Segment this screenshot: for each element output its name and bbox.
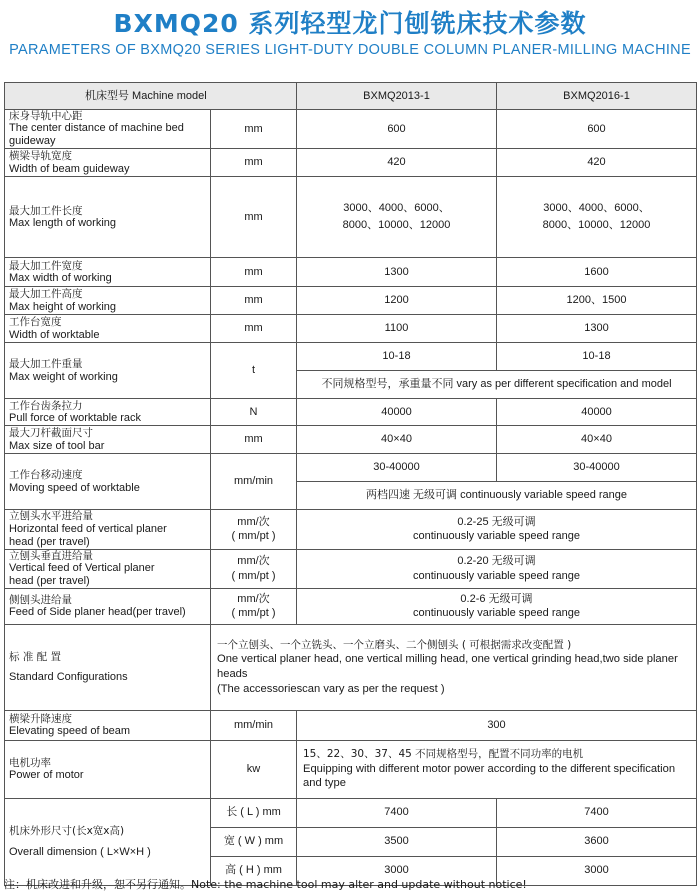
value-cell: 1100 — [297, 315, 497, 343]
table-header-row — [5, 83, 697, 110]
label-en: Feed of Side planer head(per travel) — [9, 606, 186, 619]
label-en: Vertical feed of Vertical planer — [9, 562, 155, 574]
unit-cell: mm — [211, 287, 297, 315]
value-line: 0.2-20 无级可调 — [457, 554, 536, 567]
value-cell: 40×40 — [497, 426, 697, 454]
row-label — [5, 399, 211, 426]
note-cell: 两档四速 无级可调 continuously variable speed range — [297, 482, 697, 510]
label-cn: 最大刀杆截面尺寸 — [9, 427, 93, 440]
value-cell: 3000 — [497, 856, 697, 885]
label-cn: 最大加工件重量 — [9, 358, 83, 371]
value-cell: 1600 — [497, 258, 697, 287]
value-cell: 3500 — [297, 827, 497, 856]
value-cell: 600 — [497, 110, 697, 149]
row-label — [5, 258, 211, 287]
value-cell: 3600 — [497, 827, 697, 856]
value-line: continuously variable speed range — [413, 569, 580, 582]
value-line: continuously variable speed range — [413, 607, 580, 620]
value-line: and type — [303, 777, 346, 790]
row-label — [5, 454, 211, 510]
unit-cell: 长 ( L ) mm — [211, 798, 297, 827]
label-cn: 横梁升降速度 — [9, 712, 72, 725]
label-en: Elevating speed of beam — [9, 725, 131, 738]
row-label — [5, 110, 211, 149]
value-cell: 1200、1500 — [497, 287, 697, 315]
label-en: Horizontal feed of vertical planer — [9, 522, 167, 535]
unit-line: ( mm/pt ) — [231, 530, 276, 543]
table-row — [5, 510, 697, 549]
label-en: Max size of tool bar — [9, 439, 105, 452]
config-line: 一个立刨头、一个立铣头、一个立磨头、二个侧刨头 ( 可根据需求改变配置 ) — [217, 638, 572, 651]
unit-cell — [211, 510, 297, 549]
value-cell: 3000 — [297, 856, 497, 885]
label-cn: 侧刨头进给量 — [9, 593, 72, 606]
label-en: Moving speed of worktable — [9, 481, 140, 494]
unit-line: mm/次 — [237, 592, 270, 605]
value-line: 3000、4000、6000、 — [343, 201, 450, 214]
label-cn: 床身导轨中心距 — [9, 110, 83, 122]
row-label — [5, 549, 211, 588]
value-cell: 40000 — [297, 399, 497, 426]
label-cn: 工作台齿条拉力 — [9, 399, 83, 412]
value-cell: 1300 — [497, 315, 697, 343]
value-line: continuously variable speed range — [413, 530, 580, 543]
row-label — [5, 426, 211, 454]
label-cn: 标 准 配 置 — [9, 650, 62, 663]
table-row — [5, 740, 697, 798]
value-cell — [297, 549, 697, 588]
label-en: Width of worktable — [9, 328, 100, 341]
label-en: Max weight of working — [9, 370, 118, 383]
unit-cell — [211, 588, 297, 624]
value-cell: 30-40000 — [297, 454, 497, 482]
unit-cell: mm/min — [211, 710, 297, 740]
label-cn: 电机功率 — [9, 756, 51, 769]
table-row — [5, 426, 697, 454]
row-label — [5, 588, 211, 624]
value-cell — [297, 588, 697, 624]
value-cell: 40000 — [497, 399, 697, 426]
row-label — [5, 343, 211, 399]
label-en: Width of beam guideway — [9, 162, 130, 175]
unit-cell: N — [211, 399, 297, 426]
unit-cell: mm — [211, 177, 297, 258]
value-cell — [297, 177, 497, 258]
label-en: head (per travel) — [9, 574, 90, 587]
value-line: Equipping with different motor power according to the different specification — [303, 762, 676, 775]
value-cell — [497, 177, 697, 258]
value-line: 0.2-6 无级可调 — [460, 592, 533, 605]
label-en: Overall dimension ( L×W×H ) — [9, 845, 151, 858]
value-cell: 420 — [297, 149, 497, 177]
table-row — [5, 258, 697, 287]
row-label — [5, 740, 211, 798]
page-subtitle: PARAMETERS OF BXMQ20 SERIES LIGHT-DUTY DOUBLE COLUMN PLANER-MILLING MACHINE — [9, 42, 691, 58]
label-en: Pull force of worktable rack — [9, 412, 142, 425]
unit-cell: kw — [211, 740, 297, 798]
value-cell: 10-18 — [497, 343, 697, 371]
label-cn: 工作台宽度 — [9, 316, 62, 329]
config-line: One vertical planer head, one vertical milling head, one vertical grinding head,two side planer heads — [217, 653, 678, 680]
label-cn: 横梁导轨宽度 — [9, 150, 72, 163]
value-cell: 7400 — [297, 798, 497, 827]
value-cell: 600 — [297, 110, 497, 149]
value-cell — [297, 510, 697, 549]
table-row — [5, 110, 697, 149]
label-cn: 立刨头水平进给量 — [9, 510, 93, 523]
unit-line: ( mm/pt ) — [231, 569, 276, 582]
row-label — [5, 177, 211, 258]
row-label — [5, 510, 211, 549]
table-row — [5, 177, 697, 258]
value-line: 0.2-25 无级可调 — [457, 515, 536, 528]
config-line: (The accessoriescan vary as per the request ) — [217, 682, 445, 695]
row-label — [5, 315, 211, 343]
table-row — [5, 624, 697, 710]
unit-cell: mm — [211, 110, 297, 149]
value-cell: 10-18 — [297, 343, 497, 371]
unit-cell: 宽 ( W ) mm — [211, 827, 297, 856]
value-line: 8000、10000、12000 — [342, 219, 451, 232]
config-cell — [211, 624, 697, 710]
header-machine-model: 机床型号 Machine model — [5, 83, 297, 110]
label-en: Max length of working — [9, 217, 116, 230]
label-cn: 工作台移动速度 — [9, 469, 83, 482]
value-cell: 1300 — [297, 258, 497, 287]
label-en: head (per travel) — [9, 535, 90, 548]
row-label — [5, 624, 211, 710]
value-cell: 30-40000 — [497, 454, 697, 482]
note-cell: 不同规格型号，承重量不同 vary as per different specification and model — [297, 371, 697, 399]
row-label — [5, 149, 211, 177]
label-en: Max height of working — [9, 300, 116, 313]
value-cell: 40×40 — [297, 426, 497, 454]
value-line: 8000、10000、12000 — [542, 219, 651, 232]
table-row — [5, 149, 697, 177]
unit-cell: mm — [211, 258, 297, 287]
value-cell: 7400 — [497, 798, 697, 827]
row-label — [5, 287, 211, 315]
header-model-a: BXMQ2013-1 — [297, 83, 497, 110]
table-row — [5, 454, 697, 482]
table-row — [5, 710, 697, 740]
row-label — [5, 798, 211, 885]
unit-cell: 高 ( H ) mm — [211, 856, 297, 885]
table-row — [5, 588, 697, 624]
value-cell: 420 — [497, 149, 697, 177]
label-cn: 机床外形尺寸(长x宽x高) — [9, 825, 125, 838]
value-cell: 1200 — [297, 287, 497, 315]
unit-line: mm/次 — [237, 515, 270, 528]
unit-line: ( mm/pt ) — [231, 607, 276, 620]
label-cn: 最大加工件高度 — [9, 288, 83, 301]
label-cn: 立刨头垂直进给量 — [9, 549, 93, 562]
unit-cell — [211, 549, 297, 588]
label-cn: 最大加工件长度 — [9, 204, 83, 217]
value-cell: 300 — [297, 710, 697, 740]
value-cell — [297, 740, 697, 798]
label-en: Power of motor — [9, 769, 84, 782]
unit-line: mm/次 — [237, 554, 270, 567]
footer-note: 注：机床改进和升级，恕不另行通知。Note: the machine tool may alter and update without notice! — [4, 878, 527, 891]
unit-cell: t — [211, 343, 297, 399]
value-line: 15、22、30、37、45 不同规格型号，配置不同功率的电机 — [303, 748, 584, 761]
spec-table — [4, 82, 697, 886]
label-en: Standard Configurations — [9, 671, 128, 684]
table-row — [5, 399, 697, 426]
unit-cell: mm — [211, 426, 297, 454]
table-row — [5, 315, 697, 343]
table-row — [5, 798, 697, 827]
unit-cell: mm — [211, 315, 297, 343]
page-title: BXMQ20 系列轻型龙门刨铣床技术参数 — [113, 9, 587, 38]
row-label — [5, 710, 211, 740]
label-cn: 最大加工件宽度 — [9, 259, 83, 272]
label-en: Max width of working — [9, 272, 112, 285]
table-row — [5, 549, 697, 588]
table-row — [5, 343, 697, 371]
header-model-b: BXMQ2016-1 — [497, 83, 697, 110]
unit-cell: mm/min — [211, 454, 297, 510]
value-line: 3000、4000、6000、 — [543, 201, 650, 214]
table-row — [5, 287, 697, 315]
label-en: The center distance of machine bed guideway — [9, 122, 184, 148]
unit-cell: mm — [211, 149, 297, 177]
